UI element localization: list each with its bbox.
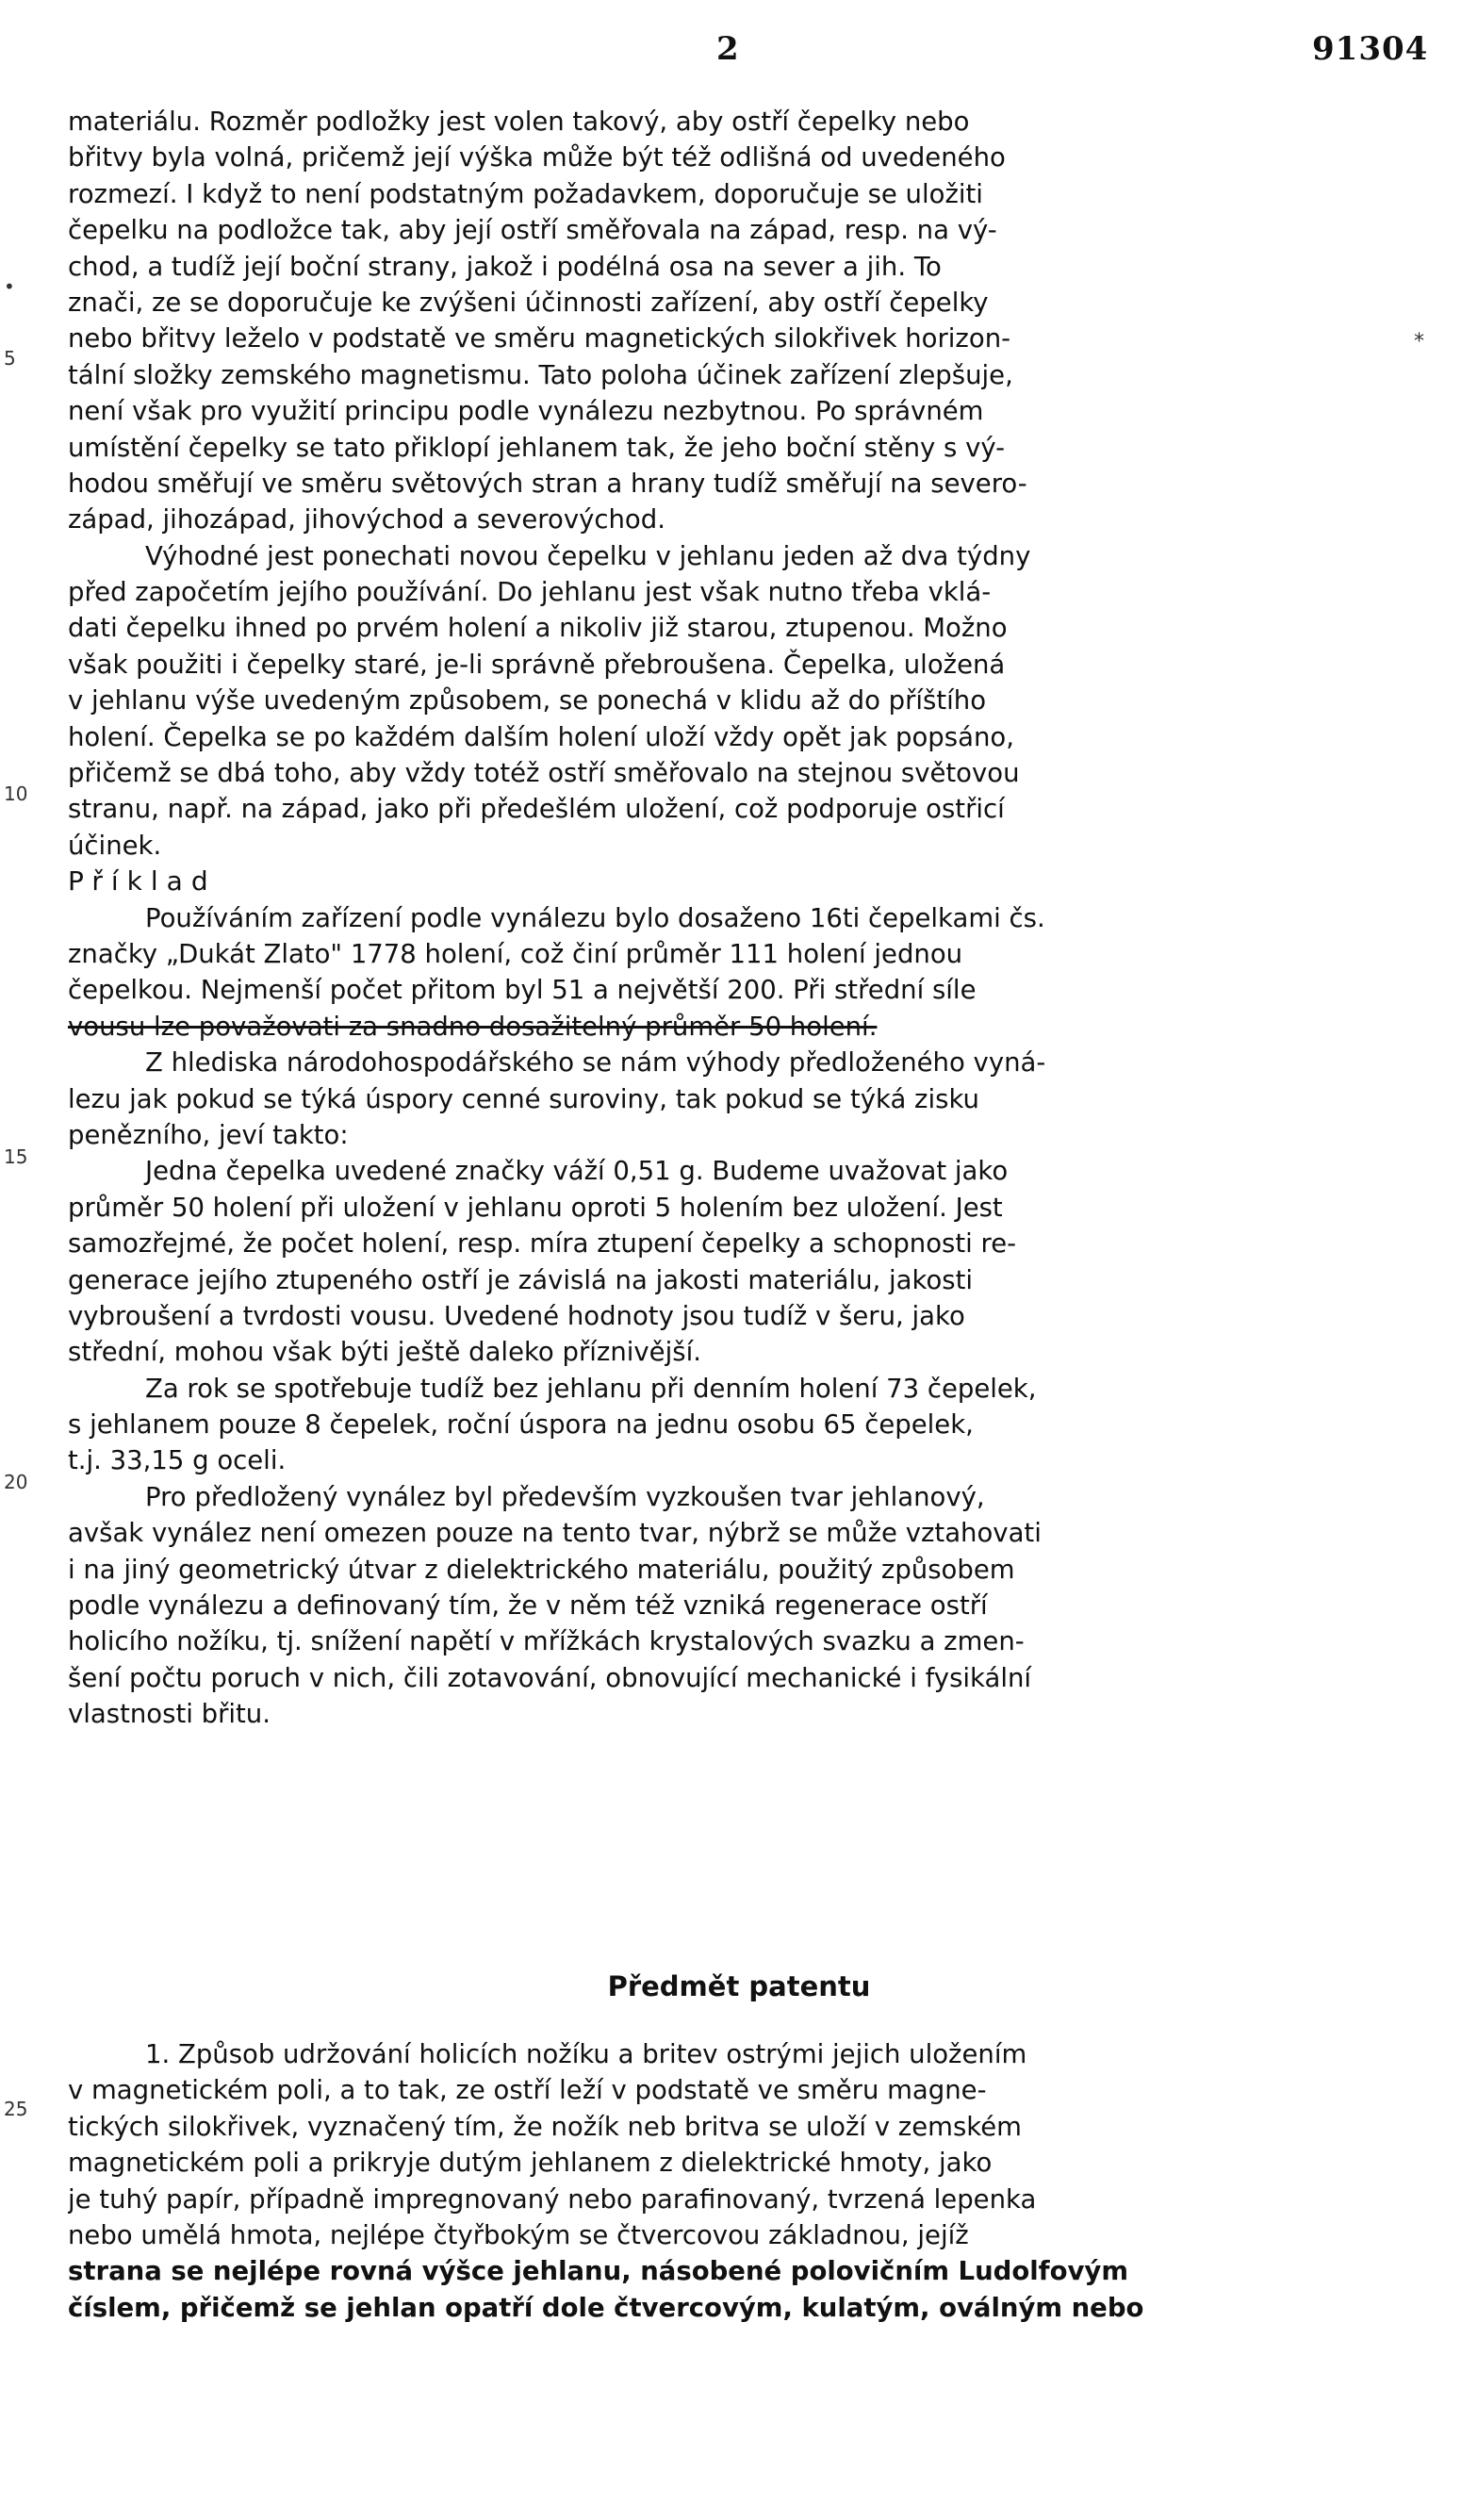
text-line: Z hlediska národohospodářského se nám výhody předloženého vyná- [145,1047,1046,1079]
text-line: lezu jak pokud se týká úspory cenné suroviny, tak pokud se týká zisku [68,1083,979,1114]
text-line: i na jiný geometrický útvar z dielektrického materiálu, použitý způsobem [68,1554,1015,1585]
text-line: přičemž se dbá toho, aby vždy totéž ostří směřovalo na stejnou světovou [68,758,1020,789]
claim-line: je tuhý papír, případně impregnovaný nebo parafinovaný, tvrzená lepenka [68,2183,1037,2215]
text-line: s jehlanem pouze 8 čepelek, roční úspora na jednu osobu 65 čepelek, [68,1409,974,1441]
margin-mark: 25 [4,2098,28,2120]
claim-line: magnetickém poli a prikryje dutým jehlanem z dielektrické hmoty, jako [68,2148,993,2179]
text-line: stranu, např. na západ, jako při předešlém uložení, což podporuje ostřicí [68,794,1005,825]
margin-mark: 10 [4,782,28,805]
margin-mark: 20 [4,1471,28,1493]
text-line: podle vynálezu a definovaný tím, že v něm též vzniká regenerace ostří [68,1590,988,1622]
claim-line: nebo umělá hmota, nejlépe čtyřbokým se čtvercovou základnou, jejíž [68,2219,969,2250]
patent-claims [68,2036,1416,2326]
text-line: západ, jihozápad, jihovýchod a severovýchod. [68,504,665,535]
text-line: šení počtu poruch v nich, čili zotavování, obnovující mechanické i fysikální [68,1662,1032,1693]
text-line: před započetím jejího používání. Do jehlanu jest však nutno třeba vklá- [68,577,992,608]
section-title: Předmět patentu [607,1970,871,2002]
text-line: t.j. 33,15 g oceli. [68,1445,287,1476]
text-line: v jehlanu výše uvedeným způsobem, se ponechá v klidu až do příštího [68,685,987,716]
text-line: střední, mohou však býti ještě daleko příznivější. [68,1337,701,1368]
text-line: chod, a tudíž její boční strany, jakož i podélná osa na sever a jih. To [68,251,942,282]
text-line: Výhodné jest ponechati novou čepelku v jehlanu jeden až dva týdny [145,540,1031,571]
text-line: Používáním zařízení podle vynálezu bylo dosaženo 16ti čepelkami čs. [145,902,1045,933]
claim-line: strana se nejlépe rovná výšce jehlanu, násobené polovičním Ludolfovým [68,2256,1129,2287]
text-line: čepelkou. Nejmenší počet přitom byl 51 a největší 200. Při střední síle [68,975,977,1006]
text-line: tální složky zemského magnetismu. Tato poloha účinek zařízení zlepšuje, [68,359,1013,390]
text-line: Jedna čepelka uvedené značky váží 0,51 g. Budeme uvažovat jako [145,1156,1009,1187]
text-line: nebo břitvy leželo v podstatě ve směru magnetických silokřivek horizon- [68,323,1011,354]
text-line: značky „Dukát Zlato" 1778 holení, což činí průměr 111 holení jednou [68,938,963,969]
text-line: holicího nožíku, tj. snížení napětí v mřížkách krystalových svazku a zmen- [68,1626,1025,1657]
page-number: 2 [716,30,739,68]
text-line: hodou směřují ve směru světových stran a hrany tudíž směřují na severo- [68,468,1027,499]
text-line: generace jejího ztupeného ostří je závislá na jakosti materiálu, jakosti [68,1264,974,1295]
claim-line: 1. Způsob udržování holicích nožíku a britev ostrými jejich uložením [145,2039,1027,2069]
text-line: holení. Čepelka se po každém dalším holení uloží vždy opět jak popsáno, [68,721,1014,752]
text-line: samozřejmé, že počet holení, resp. míra ztupení čepelky a schopnosti re- [68,1228,1017,1260]
text-line: materiálu. Rozměr podložky jest volen takový, aby ostří čepelky nebo [68,107,970,137]
struck-text-line: vousu lze považovati za snadno dosažitelný průměr 50 holení. [68,1011,878,1042]
margin-mark: • [4,275,15,298]
claim-line: tických silokřivek, vyznačený tím, že nožík neb britva se uloží v zemském [68,2111,1022,2142]
text-line: Za rok se spotřebuje tudíž bez jehlanu při denním holení 73 čepelek, [145,1373,1037,1404]
description-body [68,104,1416,1733]
claim-line: v magnetickém poli, a to tak, ze ostří leží v podstatě ve směru magne- [68,2075,987,2106]
text-line: umístění čepelky se tato přiklopí jehlanem tak, že jeho boční stěny s vý- [68,432,1006,463]
page-header [0,26,1478,83]
text-line: znači, ze se doporučuje ke zvýšeni účinnosti zařízení, aby ostří čepelky [68,287,989,318]
text-line: účinek. [68,830,162,861]
margin-mark-right: * [1414,330,1424,354]
text-line: dati čepelku ihned po prvém holení a nikoliv již starou, ztupenou. Možno [68,613,1008,644]
example-heading: Příklad [68,865,217,898]
text-line: průměr 50 holení při uložení v jehlanu oproti 5 holením bez uložení. Jest [68,1192,1003,1223]
claim-line: číslem, přičemž se jehlan opatří dole čtvercovým, kulatým, oválným nebo [68,2292,1144,2323]
text-line: vlastnosti břitu. [68,1699,271,1730]
margin-line-numbers [0,0,57,2520]
text-line: čepelku na podložce tak, aby její ostří směřovala na západ, resp. na vý- [68,215,997,246]
text-line: však použiti i čepelky staré, je-li správně přebroušena. Čepelka, uložená [68,649,1006,680]
text-line: rozmezí. I když to není podstatným požadavkem, doporučuje se uložiti [68,178,983,209]
text-line: Pro předložený vynález byl především vyzkoušen tvar jehlanový, [145,1481,985,1512]
margin-mark: 5 [4,347,16,370]
text-line: avšak vynález není omezen pouze na tento tvar, nýbrž se může vztahovati [68,1518,1042,1549]
text-line: břitvy byla volná, pričemž její výška může být též odlišná od uvedeného [68,142,1006,173]
patent-number: 91304 [1312,30,1429,68]
margin-mark: 15 [4,1145,28,1168]
text-line: není však pro využití principu podle vynálezu nezbytnou. Po správném [68,396,984,427]
text-line: vybroušení a tvrdosti vousu. Uvedené hodnoty jsou tudíž v šeru, jako [68,1300,965,1331]
text-line: penězního, jeví takto: [68,1119,349,1150]
